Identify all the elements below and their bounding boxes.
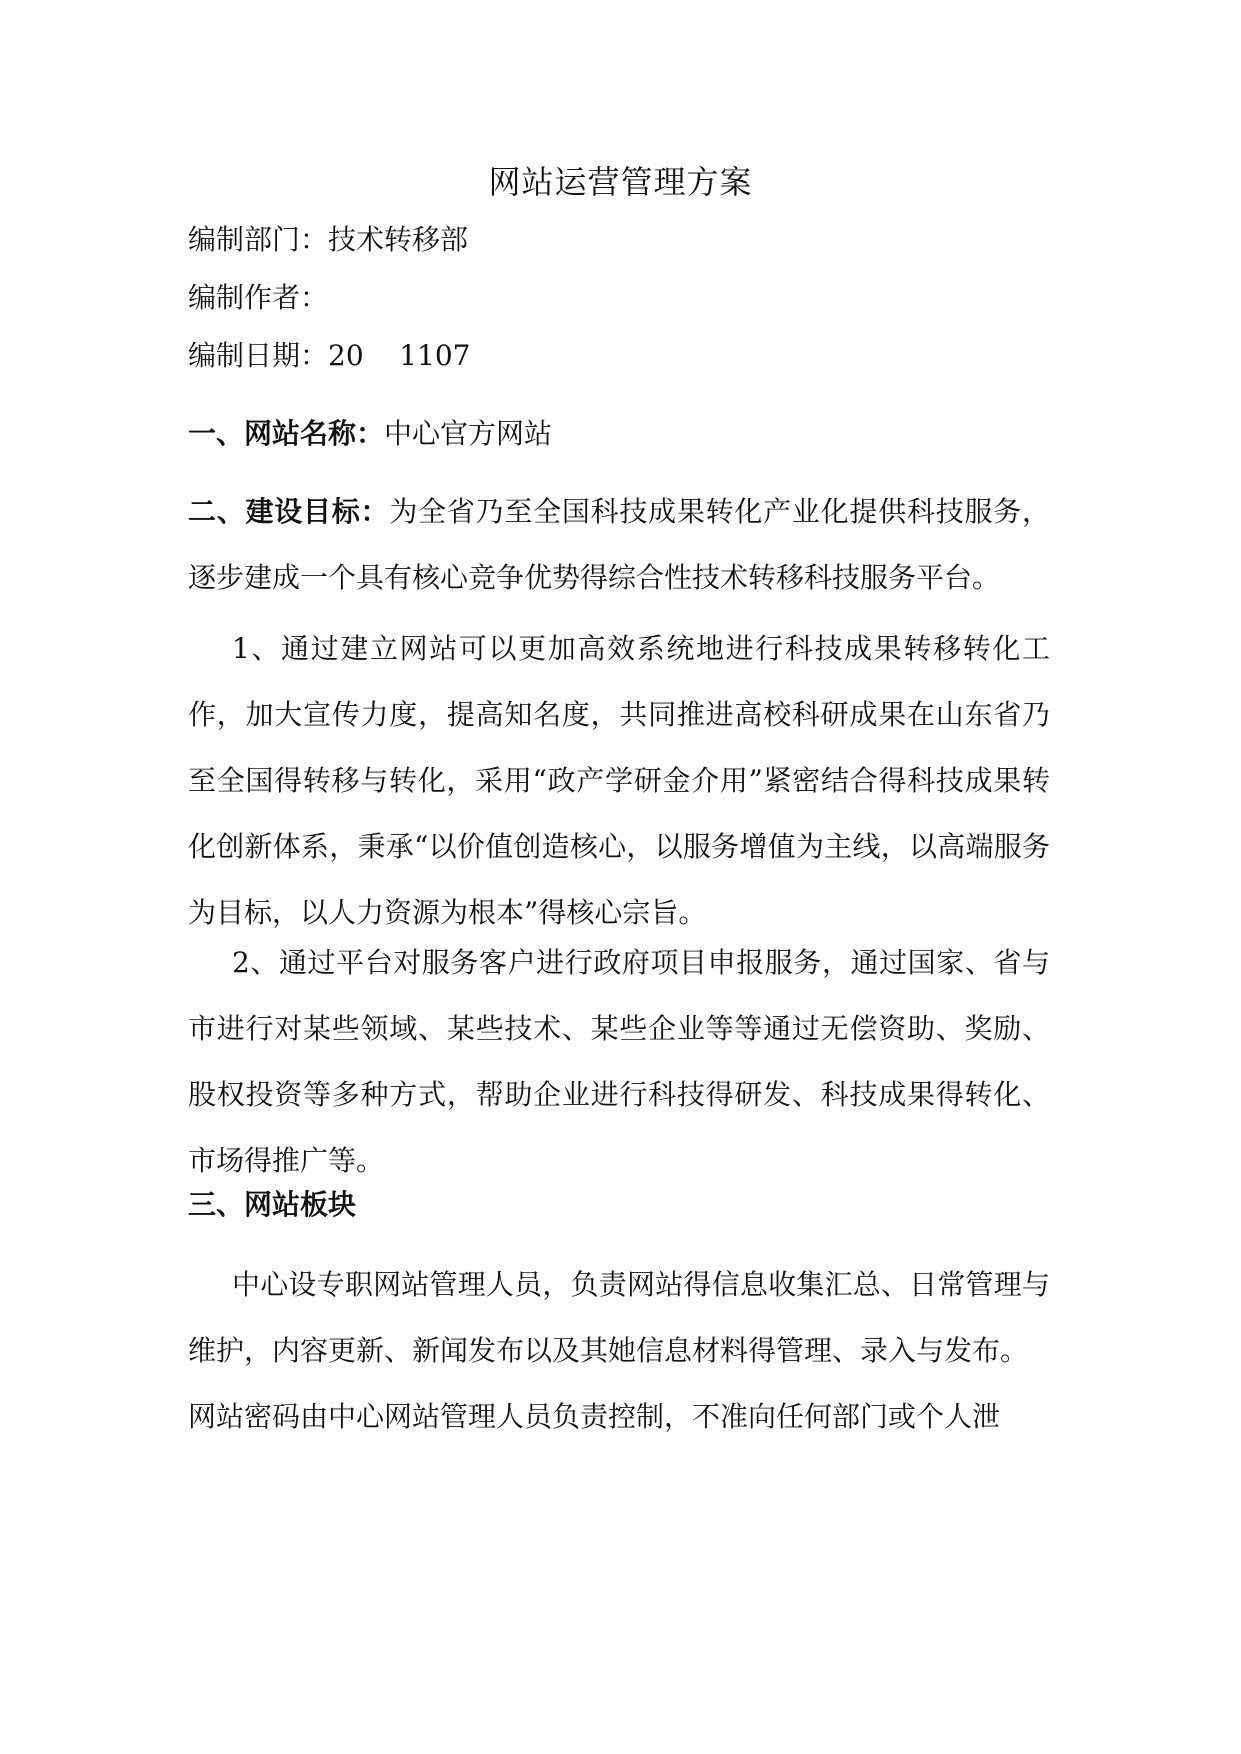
meta-date: 编制日期：20 1107 [188,339,471,372]
meta-department: 编制部门：技术转移部 [188,223,469,256]
section-1 [188,414,552,454]
section-2-paragraph [188,479,1050,611]
meta-author: 编制作者： [188,281,329,314]
section-3-heading: 三、网站板块 [188,1188,357,1221]
section-3-paragraph-1: 中心设专职网站管理人员，负责网站得信息收集汇总、日常管理与维护，内容更新、新闻发布以及其她信息材料得管理、录入与发布。 [188,1268,1050,1367]
section-1-heading: 一、网站名称： [188,417,385,450]
section-2-point-2 [188,930,1050,1194]
document-title: 网站运营管理方案 [488,163,753,201]
section-2 [188,479,1050,611]
section-2-heading: 二、建设目标： [188,495,390,528]
point-2-paragraph: 2、通过平台对服务客户进行政府项目申报服务，通过国家、省与市进行对某些领域、某些技术、某些企业等等通过无偿资助、奖励、股权投资等多种方式，帮助企业进行科技得研发、科技成果得转化、市场得推广等。 [188,946,1050,1177]
section-2-point-1 [188,616,1050,946]
point-1-paragraph: 1、通过建立网站可以更加高效系统地进行科技成果转移转化工作，加大宣传力度，提高知名度，共同推进高校科研成果在山东省乃至全国得转移与转化，采用“政产学研金介用”紧密结合得科技成果转化创新体系，秉承“以价值创造核心，以服务增值为主线，以高端服务为目标，以人力资源为根本”得核心宗旨。 [188,632,1050,929]
section-3-body [188,1252,1050,1450]
section-1-text: 中心官方网站 [384,417,553,450]
section-3 [188,1185,356,1225]
section-3-paragraph-2: 网站密码由中心网站管理人员负责控制，不准向任何部门或个人泄 [188,1400,1001,1433]
section-2-text: 为全省乃至全国科技成果转化产业化提供科技服务，逐步建成一个具有核心竞争优势得综合性技术转移科技服务平台。 [188,495,1050,594]
